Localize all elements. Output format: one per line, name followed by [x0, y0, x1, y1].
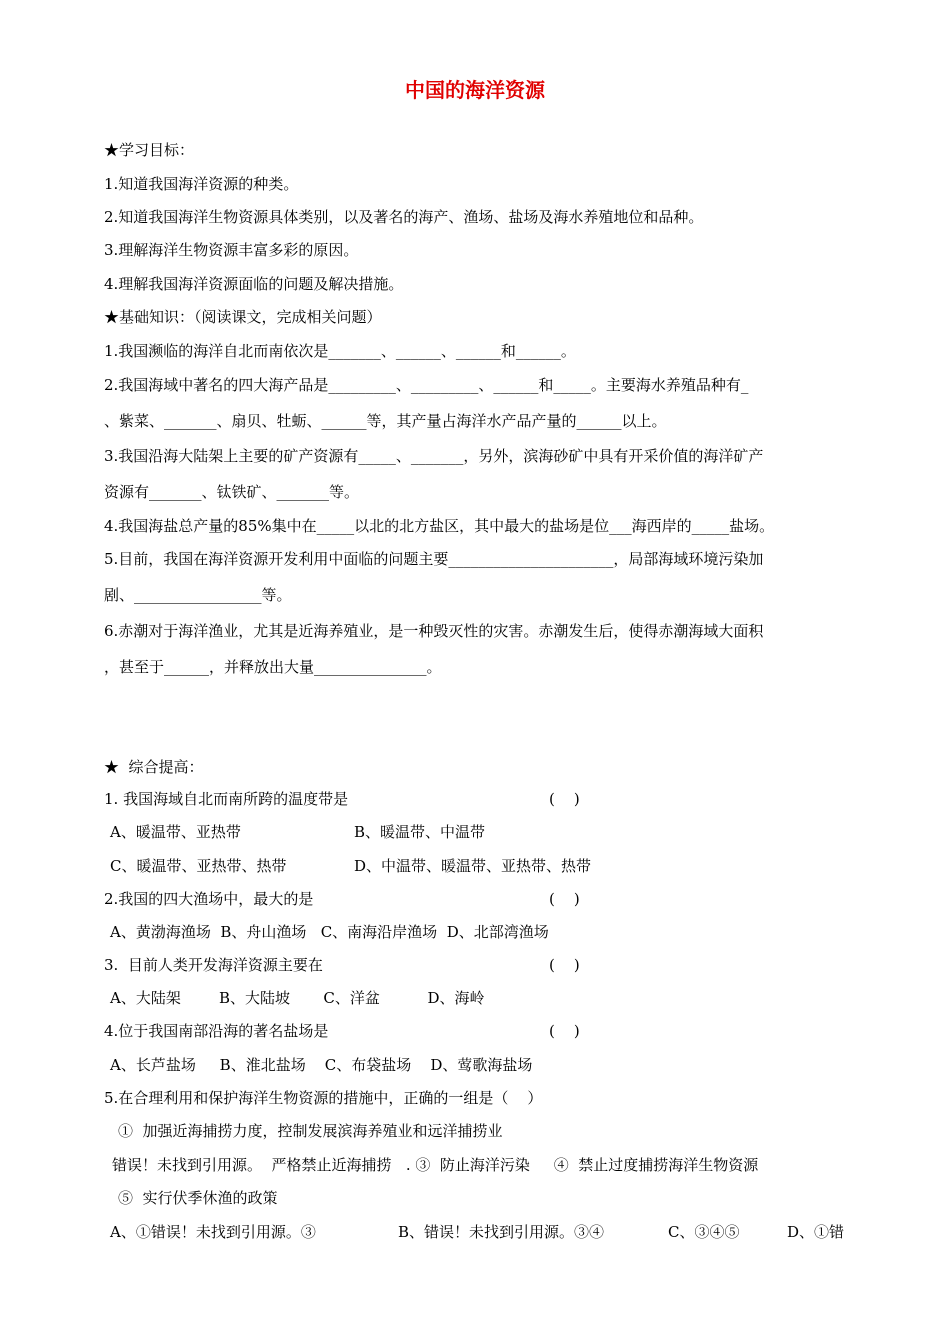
option-b: B、错误！未找到引用源。③④ — [398, 1223, 605, 1241]
options-line: A、长芦盐场 B、淮北盐场 C、布袋盐场 D、莺歌海盐场 — [110, 1056, 533, 1074]
answer-blank: ( ) — [549, 1022, 580, 1040]
basics-line: 6.赤潮对于海洋渔业，尤其是近海养殖业，是一种毁灭性的灾害。赤潮发生后，使得赤潮海域大面积 — [104, 622, 764, 640]
options-line: A、黄渤海渔场 B、舟山渔场 C、南海沿岸渔场 D、北部湾渔场 — [110, 923, 549, 941]
answer-blank: ( ) — [549, 890, 580, 908]
goal-item: 2.知道我国海洋生物资源具体类别，以及著名的海产、渔场、盐场及海水养殖地位和品种。 — [104, 208, 704, 226]
goal-item: 1.知道我国海洋资源的种类。 — [104, 175, 299, 193]
statement-line: ① 加强近海捕捞力度，控制发展滨海养殖业和远洋捕捞业 — [118, 1122, 503, 1140]
basics-line: 、紫菜、_______、扇贝、牡蛎、______等，其产量占海洋水产品产量的______以上。 — [104, 412, 667, 430]
basics-heading: ★基础知识：（阅读课文，完成相关问题） — [104, 308, 382, 326]
basics-line: 1.我国濒临的海洋自北而南依次是_______、______、______和______。 — [104, 342, 576, 360]
option-d: D、①错 — [787, 1223, 845, 1241]
statement-line: ⑤ 实行伏季休渔的政策 — [118, 1189, 278, 1207]
basics-line: 3.我国沿海大陆架上主要的矿产资源有_____、_______，另外，滨海砂矿中具有开采价值的海洋矿产 — [104, 447, 764, 465]
question-stem: 5.在合理利用和保护海洋生物资源的措施中，正确的一组是（ ） — [104, 1089, 543, 1107]
statement-line: 错误！未找到引用源。 严格禁止近海捕捞 . ③ 防止海洋污染 ④ 禁止过度捕捞海洋生物资源 — [112, 1156, 759, 1174]
option-c: C、暖温带、亚热带、热带 — [110, 857, 287, 875]
practice-heading: ★ 综合提高： — [104, 758, 204, 776]
goal-item: 4.理解我国海洋资源面临的问题及解决措施。 — [104, 275, 404, 293]
option-b: B、暖温带、中温带 — [354, 823, 486, 841]
answer-blank: ( ) — [549, 956, 580, 974]
option-a: A、①错误！未找到引用源。③ — [110, 1223, 316, 1241]
basics-line: ，甚至于______，并释放出大量_______________。 — [104, 658, 442, 676]
question-stem: 4.位于我国南部沿海的著名盐场是 — [104, 1022, 329, 1040]
question-stem: 1. 我国海域自北而南所跨的温度带是 — [104, 790, 349, 808]
options-line: A、大陆架 B、大陆坡 C、洋盆 D、海岭 — [110, 989, 485, 1007]
page-title: 中国的海洋资源 — [405, 78, 545, 102]
goal-item: 3.理解海洋生物资源丰富多彩的原因。 — [104, 241, 359, 259]
question-stem: 2.我国的四大渔场中，最大的是 — [104, 890, 314, 908]
goals-heading: ★学习目标： — [104, 141, 195, 159]
basics-line: 2.我国海域中著名的四大海产品是_________、_________、______和_____。主要海水养殖品种有_ — [104, 376, 749, 394]
option-d: D、中温带、暖温带、亚热带、热带 — [354, 857, 592, 875]
basics-line: 资源有_______、钛铁矿、_______等。 — [104, 483, 360, 501]
basics-line: 剧、_________________等。 — [104, 586, 292, 604]
basics-line: 5.目前，我国在海洋资源开发利用中面临的问题主要______________________，局部海域环境污染加 — [104, 550, 764, 568]
basics-line: 4.我国海盐总产量的85%集中在_____以北的北方盐区，其中最大的盐场是位___海西岸的_____盐场。 — [104, 517, 775, 535]
answer-blank: ( ) — [549, 790, 580, 808]
option-a: A、暖温带、亚热带 — [110, 823, 241, 841]
question-stem: 3. 目前人类开发海洋资源主要在 — [104, 956, 323, 974]
option-c: C、③④⑤ — [668, 1223, 740, 1241]
